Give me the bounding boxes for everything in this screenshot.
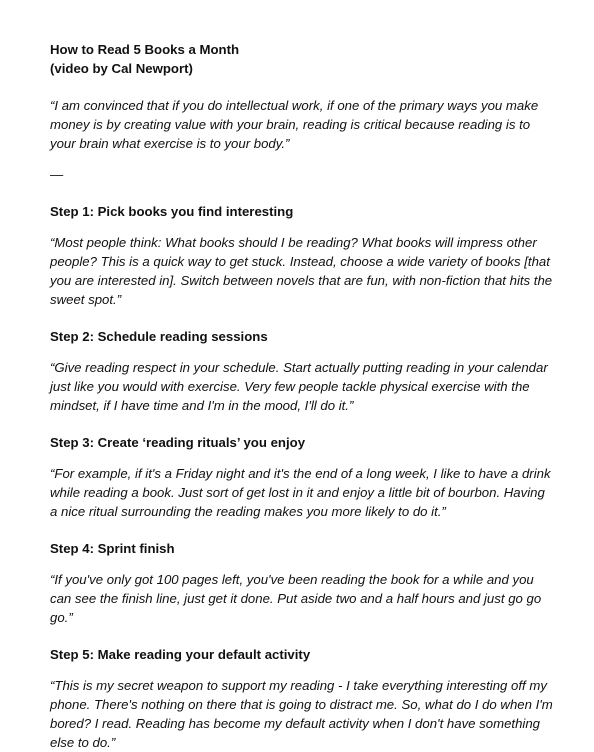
document-title: How to Read 5 Books a Month (50, 42, 240, 57)
step-1 (50, 202, 554, 309)
step-quote: “Give reading respect in your schedule. Start actually putting reading in your calendar just like you would with exercise. Very few people tackle physical exercise with the mindset, if I have time and I'm in the mood, I'll do it.” (50, 360, 548, 413)
step-heading: Step 3: Create ‘reading rituals’ you enjoy (50, 435, 306, 450)
document-subtitle: (video by Cal Newport) (50, 61, 193, 76)
step-heading: Step 2: Schedule reading sessions (50, 329, 268, 344)
step-quote: “This is my secret weapon to support my reading - I take everything interesting off my phone. There's nothing on there that is going to distract me. So, what do I do when I'm bored? I read. Reading has become my default activity when I don't have something else to do.” (50, 678, 553, 750)
step-4 (50, 539, 554, 627)
title-block (50, 40, 554, 78)
step-quote: “Most people think: What books should I be reading? What books will impress other people? This is a quick way to get stuck. Instead, choose a wide variety of books [that you are interested in]. Switch between novels that are fun, with non-fiction that hits the sweet spot.” (50, 235, 553, 307)
step-heading: Step 4: Sprint finish (50, 541, 175, 556)
step-2 (50, 327, 554, 415)
step-3 (50, 433, 554, 521)
step-quote: “If you've only got 100 pages left, you've been reading the book for a while and you can see the finish line, just get it done. Put aside two and a half hours and just go go go.” (50, 572, 542, 625)
step-heading: Step 5: Make reading your default activity (50, 647, 311, 662)
intro-quote: “I am convinced that if you do intellectual work, if one of the primary ways you make money is by creating value with your brain, reading is critical because reading is to your brain what exercise is to your body.” (50, 98, 539, 151)
step-heading: Step 1: Pick books you find interesting (50, 204, 294, 219)
step-quote: “For example, if it's a Friday night and it's the end of a long week, I like to have a drink while reading a book. Just sort of get lost in it and enjoy a little bit of bourbon. Having a nice ritual surrounding the reading makes you more likely to do it.” (50, 466, 551, 519)
step-5 (50, 645, 554, 752)
section-divider: — (50, 167, 64, 182)
